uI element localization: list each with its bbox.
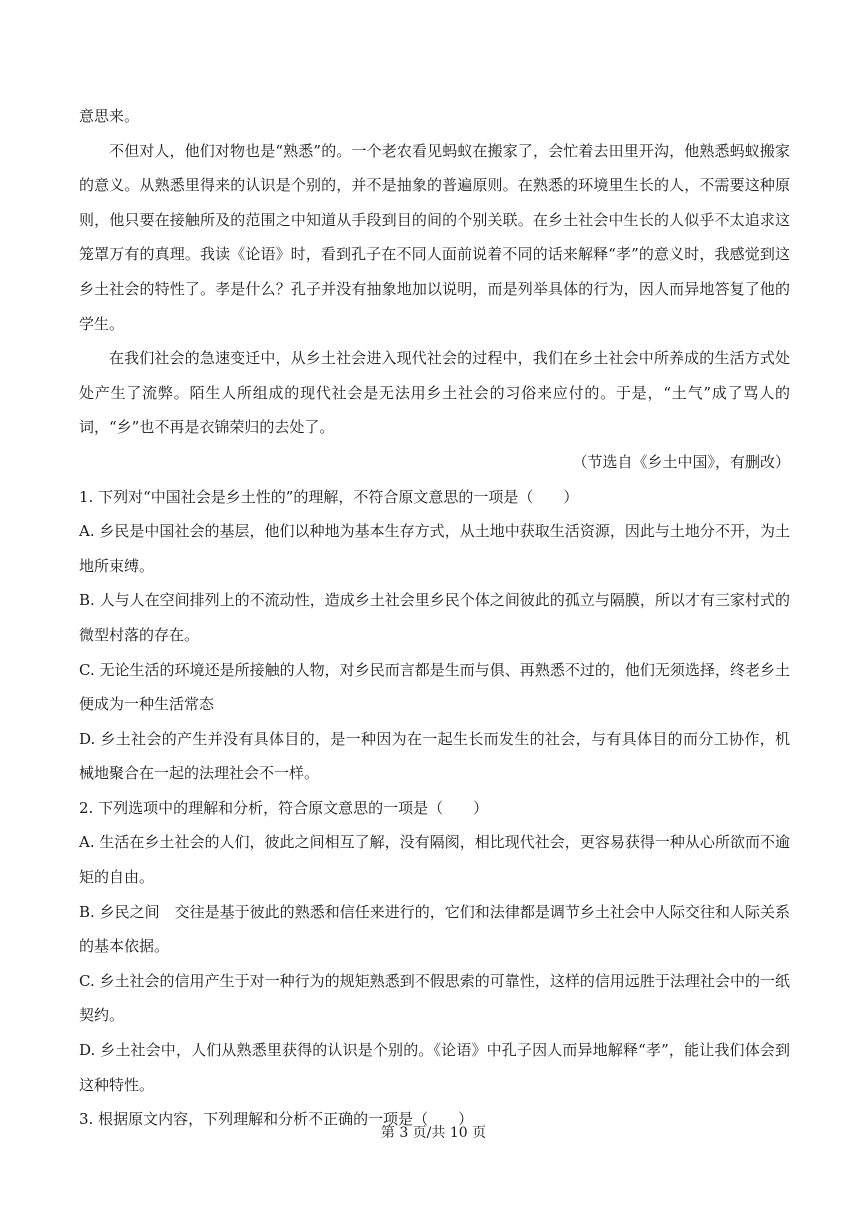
question-2	[79, 791, 790, 1102]
paragraph-1: 意思来。	[79, 107, 140, 125]
question-1	[79, 480, 790, 791]
question-stem: 2. 下列选项中的理解和分析，符合原文意思的一项是（ ）	[79, 798, 489, 817]
option-a: A. 生活在乡土社会的人们，彼此之间相互了解，没有隔阂，相比现代社会，更容易获得一种从心所欲而不逾矩的自由。	[79, 833, 790, 887]
paragraph-2: 不但对人，他们对物也是“熟悉”的。一个老农看见蚂蚁在搬家了，会忙着去田里开沟，他熟悉蚂蚁搬家的意义。从熟悉里得来的认识是个别的，并不是抽象的普遍原则。在熟悉的环境里生长的人，不需要这种原则，他只要在接触所及的范围之中知道从手段到目的间的个别关联。在乡土社会中生长的人似乎不太追求这笼罩万有的真理。我读《论语》时，看到孔子在不同人面前说着不同的话来解释“孝”的意义时，我感觉到这乡土社会的特性了。孝是什么？孔子并没有抽象地加以说明，而是列举具体的行为，因人而异地答复了他的学生。	[79, 141, 790, 333]
source-citation: （节选自《乡土中国》，有删改）	[572, 452, 790, 471]
option-c: C. 乡土社会的信用产生于对一种行为的规矩熟悉到不假思索的可靠性，这样的信用远胜于法理社会中的一纸契约。	[79, 971, 790, 1025]
question-stem: 3. 根据原文内容，下列理解和分析不正确的一项是（ ）	[79, 1110, 474, 1129]
option-b: B. 人与人在空间排列上的不流动性，造成乡土社会里乡民个体之间彼此的孤立与隔膜，所以才有三家村式的微型村落的存在。	[79, 591, 790, 644]
question-stem: 1. 下列对“中国社会是乡土性的”的理解，不符合原文意思的一项是（ ）	[79, 487, 579, 506]
option-a: A. 乡民是中国社会的基层，他们以种地为基本生存方式，从土地中获取生活资源，因此与土地分不开，为土地所束缚。	[79, 522, 790, 575]
option-b: B. 乡民之间 交往是基于彼此的熟悉和信任来进行的，它们和法律都是调节乡土社会中人际交往和人际关系的基本依据。	[79, 902, 790, 956]
option-d: D. 乡土社会中，人们从熟悉里获得的认识是个别的。《论语》中孔子因人而异地解释“孝”，能让我们体会到这种特性。	[79, 1041, 790, 1094]
page-body	[79, 99, 790, 1137]
paragraph-3: 在我们社会的急速变迁中，从乡土社会进入现代社会的过程中，我们在乡土社会中所养成的生活方式处处产生了流弊。陌生人所组成的现代社会是无法用乡土社会的习俗来应付的。于是，“土气”成了骂人的词，“乡”也不再是衣锦荣归的去处了。	[79, 349, 790, 437]
option-d: D. 乡土社会的产生并没有具体目的，是一种因为在一起生长而发生的社会，与有具体目的而分工协作，机械地聚合在一起的法理社会不一样。	[79, 729, 790, 783]
page-number: 第 3 页/共 10 页	[380, 1125, 487, 1141]
option-c: C. 无论生活的环境还是所接触的人物，对乡民而言都是生而与俱、再熟悉不过的，他们无须选择，终老乡土便成为一种生活常态	[79, 660, 790, 714]
